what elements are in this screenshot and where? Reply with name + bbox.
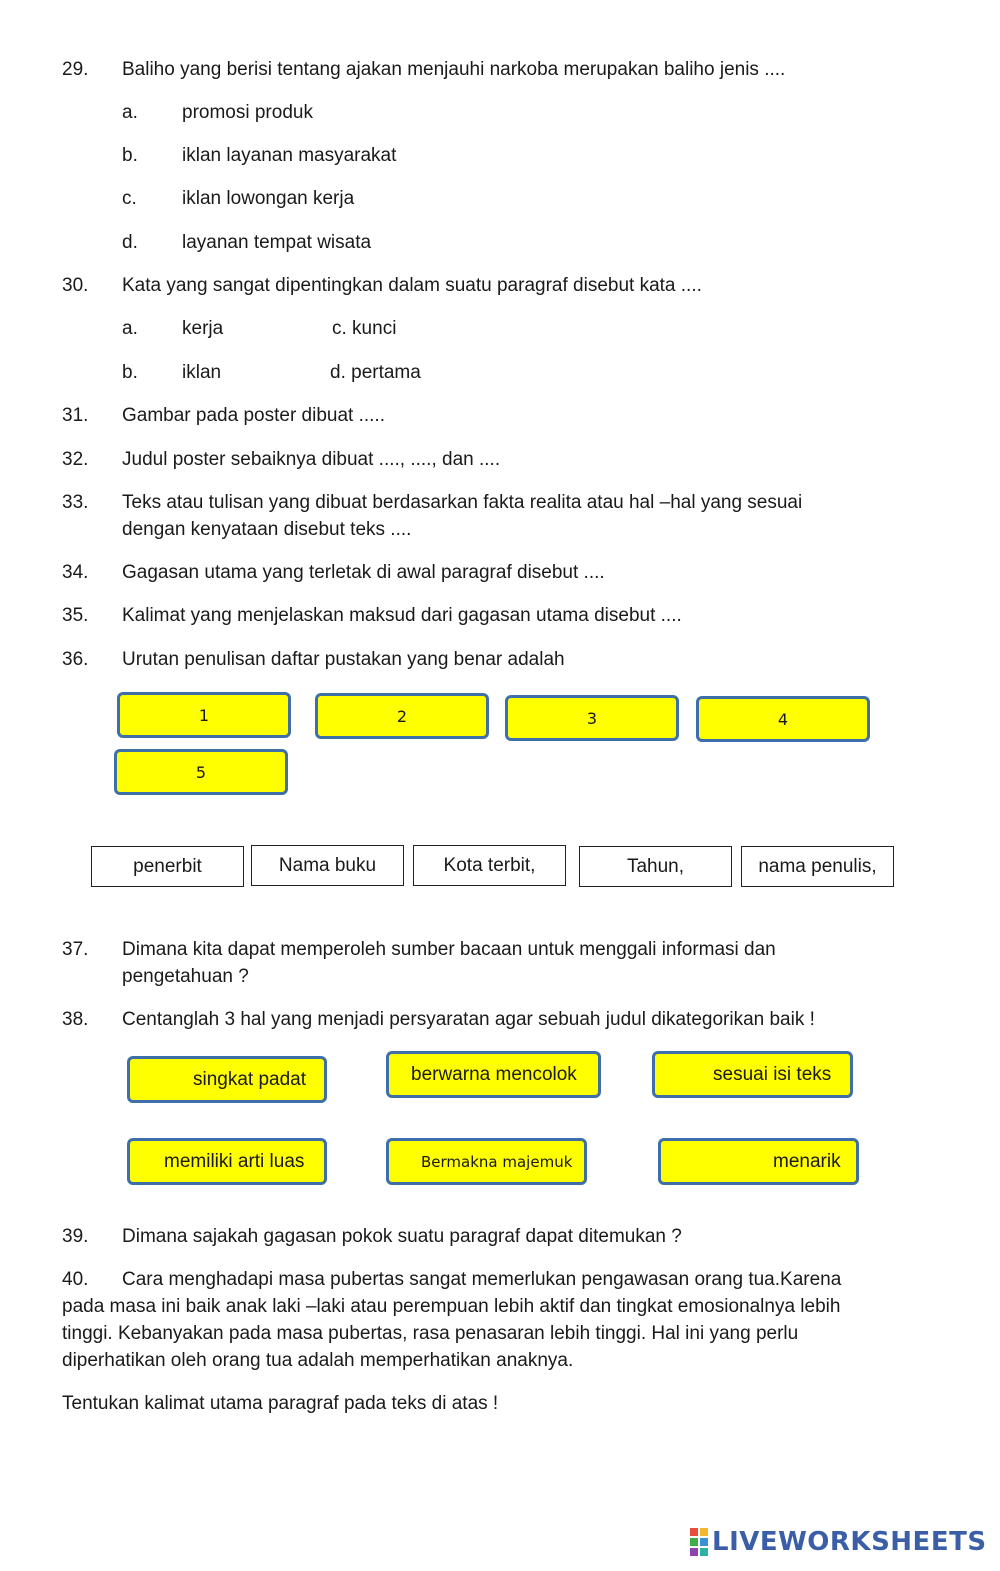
q36-drop-slot-1[interactable]: 1 (117, 692, 291, 738)
q29-number: 29. (62, 59, 89, 80)
q37-text-line2: pengetahuan ? (122, 966, 249, 987)
q34-text: Gagasan utama yang terletak di awal paragraf disebut .... (122, 562, 605, 583)
q35-text: Kalimat yang menjelaskan maksud dari gagasan utama disebut .... (122, 605, 682, 626)
q36-drag-word-nama-buku[interactable]: Nama buku (251, 845, 404, 886)
logo-square-3 (690, 1538, 698, 1546)
q33-number: 33. (62, 492, 89, 513)
q30-option-b-letter: b. (122, 362, 138, 383)
q29-text: Baliho yang berisi tentang ajakan menjauhi narkoba merupakan baliho jenis .... (122, 59, 786, 80)
q40-text-line2: pada masa ini baik anak laki –laki atau perempuan lebih aktif dan tingkat emosionalnya lebih (62, 1296, 841, 1317)
q30-option-b-text: iklan (182, 362, 222, 383)
q30-option-c: c. kunci (332, 318, 397, 339)
q30-option-a-text: kerja (182, 318, 224, 339)
q32-text: Judul poster sebaiknya dibuat ...., ...., dan .... (122, 449, 501, 470)
q38-text: Centanglah 3 hal yang menjadi persyaratan agar sebuah judul dikategorikan baik ! (122, 1009, 815, 1030)
q36-number: 36. (62, 649, 89, 670)
q40-text-line4: diperhatikan oleh orang tua adalah memperhatikan anaknya. (62, 1350, 574, 1371)
q38-number: 38. (62, 1009, 89, 1030)
q37-number: 37. (62, 939, 89, 960)
q31-number: 31. (62, 405, 89, 426)
q29-option-d-letter: d. (122, 232, 138, 253)
q36-drop-slot-2[interactable]: 2 (315, 693, 489, 739)
q38-choice-berwarna-mencolok[interactable]: berwarna mencolok (386, 1051, 601, 1098)
q30-number: 30. (62, 275, 89, 296)
q32-number: 32. (62, 449, 89, 470)
q31-text: Gambar pada poster dibuat ..... (122, 405, 385, 426)
q29-option-b-letter: b. (122, 145, 138, 166)
q40-text-line1: Cara menghadapi masa pubertas sangat memerlukan pengawasan orang tua.Karena (122, 1269, 842, 1290)
q36-text: Urutan penulisan daftar pustakan yang benar adalah (122, 649, 565, 670)
q36-drop-slot-4[interactable]: 4 (696, 696, 870, 742)
q40-number: 40. (62, 1269, 89, 1290)
q36-drag-word-kota-terbit[interactable]: Kota terbit, (413, 845, 566, 886)
q36-drag-word-penerbit[interactable]: penerbit (91, 846, 244, 887)
q36-drag-word-tahun[interactable]: Tahun, (579, 846, 732, 887)
q30-text: Kata yang sangat dipentingkan dalam suatu paragraf disebut kata .... (122, 275, 702, 296)
logo-square-1 (690, 1528, 698, 1536)
q39-text: Dimana sajakah gagasan pokok suatu paragraf dapat ditemukan ? (122, 1226, 682, 1247)
q30-option-a-letter: a. (122, 318, 138, 339)
q38-choice-singkat-padat[interactable]: singkat padat (127, 1056, 327, 1103)
q29-option-a-text: promosi produk (182, 102, 313, 123)
q30-option-d: d. pertama (330, 362, 421, 383)
q38-choice-memiliki-arti-luas[interactable]: memiliki arti luas (127, 1138, 327, 1185)
q33-text-line2: dengan kenyataan disebut teks .... (122, 519, 412, 540)
q29-option-d-text: layanan tempat wisata (182, 232, 372, 253)
q37-text-line1: Dimana kita dapat memperoleh sumber bacaan untuk menggali informasi dan (122, 939, 776, 960)
q39-number: 39. (62, 1226, 89, 1247)
q36-drop-slot-5[interactable]: 5 (114, 749, 288, 795)
logo-square-5 (690, 1548, 698, 1556)
q35-number: 35. (62, 605, 89, 626)
q40-instruction: Tentukan kalimat utama paragraf pada teks di atas ! (62, 1393, 499, 1414)
liveworksheets-logo-text: LIVEWORKSHEETS (712, 1527, 987, 1557)
q34-number: 34. (62, 562, 89, 583)
q33-text-line1: Teks atau tulisan yang dibuat berdasarkan fakta realita atau hal –hal yang sesuai (122, 492, 803, 513)
q40-text-line3: tinggi. Kebanyakan pada masa pubertas, rasa penasaran lebih tinggi. Hal ini yang perlu (62, 1323, 799, 1344)
q29-option-c-letter: c. (122, 188, 137, 209)
q38-choice-menarik[interactable]: menarik (658, 1138, 859, 1185)
q38-choice-bermakna-majemuk[interactable]: Bermakna majemuk (386, 1138, 587, 1185)
logo-square-4 (700, 1538, 708, 1546)
q29-option-c-text: iklan lowongan kerja (182, 188, 355, 209)
q38-choice-sesuai-isi-teks[interactable]: sesuai isi teks (652, 1051, 853, 1098)
liveworksheets-logo-icon (690, 1528, 708, 1556)
q36-drop-slot-3[interactable]: 3 (505, 695, 679, 741)
q29-option-a-letter: a. (122, 102, 138, 123)
q36-drag-word-nama-penulis[interactable]: nama penulis, (741, 846, 894, 887)
logo-square-6 (700, 1548, 708, 1556)
liveworksheets-logo (690, 1525, 987, 1559)
q29-option-b-text: iklan layanan masyarakat (182, 145, 397, 166)
logo-square-2 (700, 1528, 708, 1536)
